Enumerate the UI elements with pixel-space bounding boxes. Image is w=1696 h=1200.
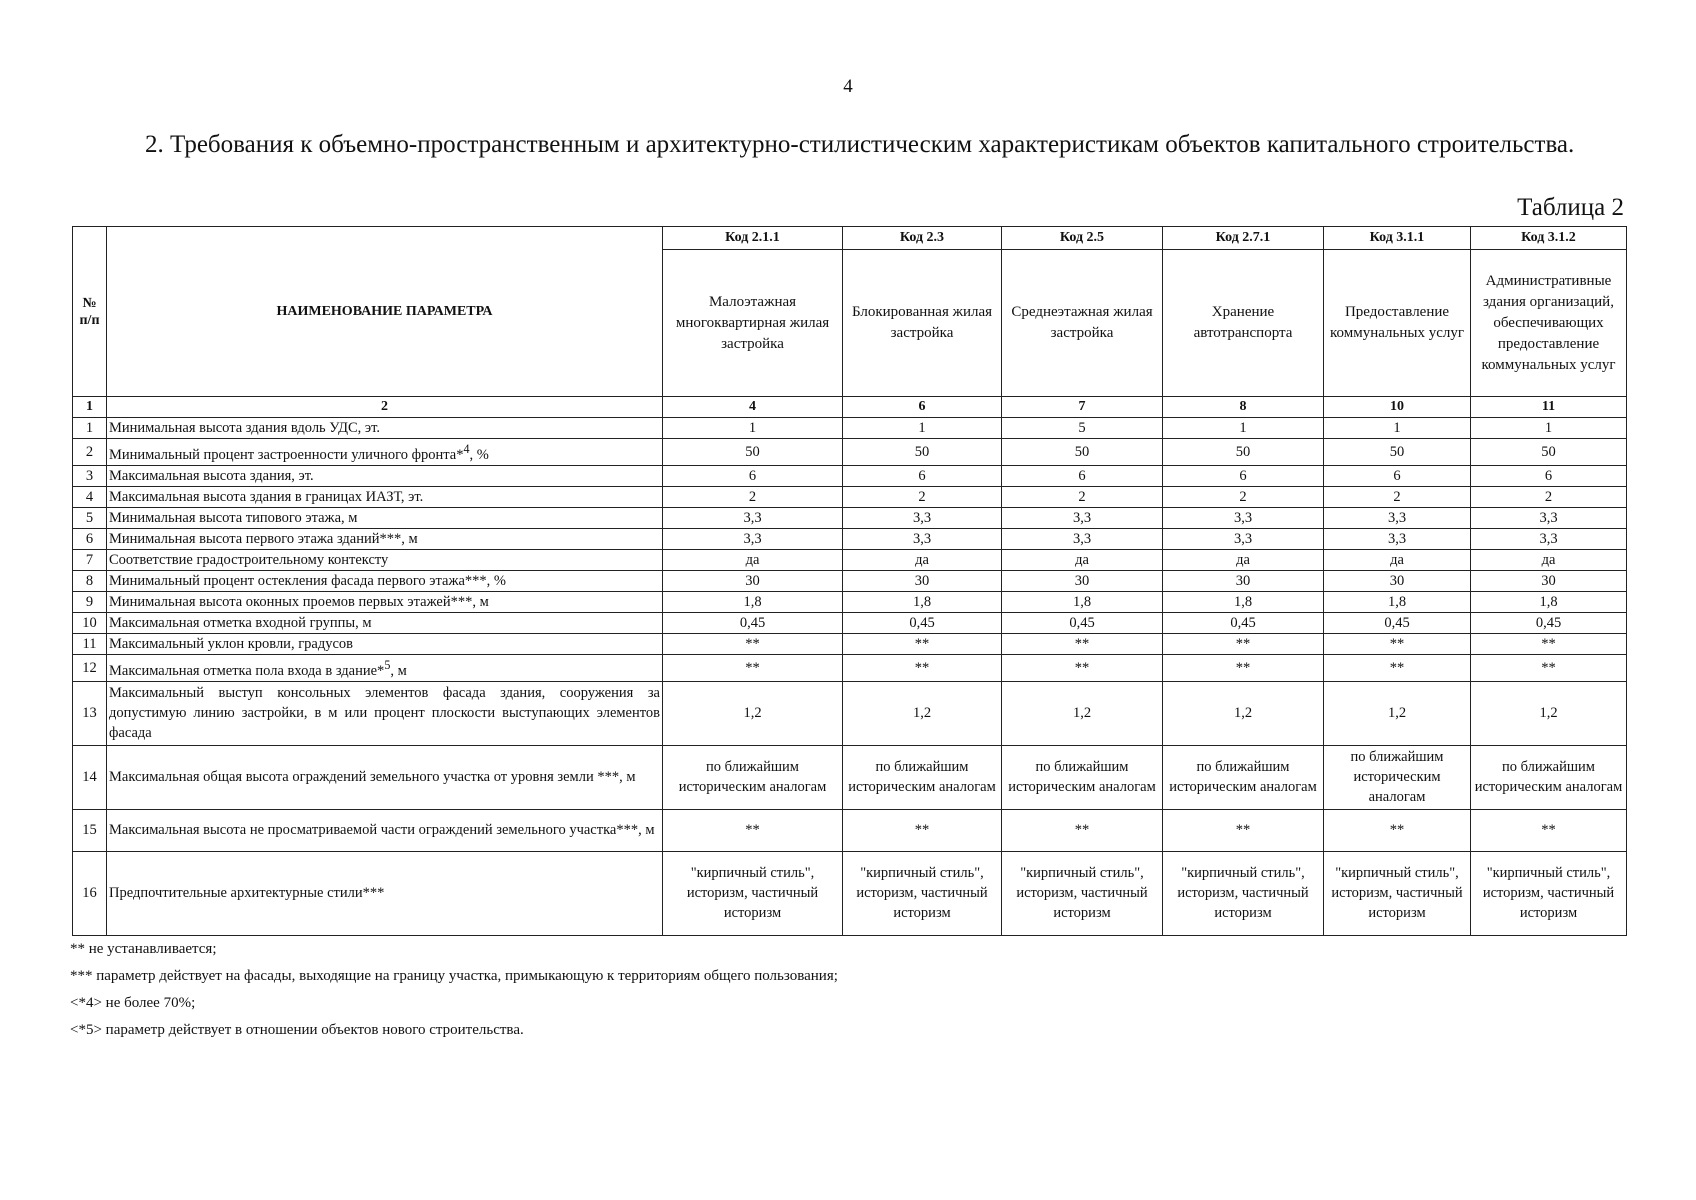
parameter-name — [107, 591, 663, 612]
parameter-value: 0,45 — [1002, 612, 1163, 633]
description-header: Блокированная жилая застройка — [843, 250, 1002, 397]
table-row — [73, 851, 1627, 935]
row-number: 10 — [73, 612, 107, 633]
parameter-name — [107, 809, 663, 851]
parameter-value: 1 — [663, 418, 843, 439]
parameter-value: "кирпичный стиль", историзм, частичный историзм — [1163, 851, 1324, 935]
parameter-value: ** — [1471, 809, 1627, 851]
parameter-value: 6 — [1002, 465, 1163, 486]
parameter-value: 1,2 — [663, 681, 843, 745]
footnote: ** не устанавливается; — [70, 941, 217, 957]
parameter-value: 1,8 — [1163, 591, 1324, 612]
parameter-value: 3,3 — [843, 507, 1002, 528]
parameter-value: "кирпичный стиль", историзм, частичный историзм — [1324, 851, 1471, 935]
parameter-value: ** — [843, 809, 1002, 851]
parameter-value: 0,45 — [663, 612, 843, 633]
parameter-value: 3,3 — [843, 528, 1002, 549]
parameter-value: 50 — [1002, 439, 1163, 466]
parameter-value: ** — [1324, 654, 1471, 681]
parameter-value: ** — [1324, 633, 1471, 654]
code-header: Код 2.3 — [843, 227, 1002, 250]
parameter-name — [107, 486, 663, 507]
page-number: 4 — [843, 76, 853, 97]
code-header: Код 2.1.1 — [663, 227, 843, 250]
parameter-name-text: Минимальный процент застроенности уличного фронта* — [109, 446, 464, 463]
row-number: 14 — [73, 745, 107, 809]
description-header: Среднеэтажная жилая застройка — [1002, 250, 1163, 397]
table-row — [73, 809, 1627, 851]
parameter-value: 1,8 — [1471, 591, 1627, 612]
parameter-name — [107, 528, 663, 549]
parameter-value: да — [1324, 549, 1471, 570]
parameter-value: 50 — [843, 439, 1002, 466]
table-row — [73, 549, 1627, 570]
column-number: 4 — [663, 397, 843, 418]
row-number: 11 — [73, 633, 107, 654]
parameter-value: да — [843, 549, 1002, 570]
parameter-value: 6 — [843, 465, 1002, 486]
parameter-value: 1,2 — [843, 681, 1002, 745]
parameter-value: 30 — [843, 570, 1002, 591]
parameter-value: ** — [1002, 633, 1163, 654]
table-row — [73, 570, 1627, 591]
column-number: 1 — [73, 397, 107, 418]
name-header: НАИМЕНОВАНИЕ ПАРАМЕТРА — [107, 227, 663, 397]
parameter-value: ** — [1163, 654, 1324, 681]
parameter-value: 50 — [1471, 439, 1627, 466]
parameter-value: 5 — [1002, 418, 1163, 439]
parameter-value: "кирпичный стиль", историзм, частичный историзм — [663, 851, 843, 935]
parameter-value: 1 — [1471, 418, 1627, 439]
parameter-value: 3,3 — [663, 528, 843, 549]
parameter-value: ** — [1002, 809, 1163, 851]
table-row — [73, 745, 1627, 809]
parameter-name-text: Минимальный процент остекления фасада первого этажа***, % — [109, 572, 507, 589]
parameter-value: 30 — [1471, 570, 1627, 591]
parameter-value: 6 — [1324, 465, 1471, 486]
column-number-row — [73, 397, 1627, 418]
parameter-value: "кирпичный стиль", историзм, частичный историзм — [843, 851, 1002, 935]
footnote: <*4> не более 70%; — [70, 995, 196, 1011]
row-number: 12 — [73, 654, 107, 681]
parameter-name-text: Предпочтительные архитектурные стили*** — [109, 885, 385, 902]
parameter-value: 1 — [1163, 418, 1324, 439]
parameter-name-text: Максимальный выступ консольных элементов фасада здания, сооружения за допустимую линию застройки, в м или процент плоскости выступающих элементов фасада — [109, 685, 660, 742]
parameter-value: 6 — [1471, 465, 1627, 486]
table-row — [73, 486, 1627, 507]
footnote: <*5> параметр действует в отношении объектов нового строительства. — [70, 1022, 524, 1038]
row-number: 1 — [73, 418, 107, 439]
parameter-value: 1,8 — [663, 591, 843, 612]
code-header: Код 2.5 — [1002, 227, 1163, 250]
parameter-name-text: Минимальная высота оконных проемов первых этажей***, м — [109, 593, 489, 610]
description-header: Хранение автотранспорта — [1163, 250, 1324, 397]
row-number: 9 — [73, 591, 107, 612]
parameter-value: 6 — [663, 465, 843, 486]
footnote-marker: 5 — [384, 657, 391, 672]
parameter-name-text: Максимальная высота не просматриваемой части ограждений земельного участка***, м — [109, 822, 655, 839]
parameter-value: ** — [843, 654, 1002, 681]
parameter-value: да — [1002, 549, 1163, 570]
parameter-value: по ближайшим историческим аналогам — [843, 745, 1002, 809]
parameter-value: 1,2 — [1002, 681, 1163, 745]
parameter-name — [107, 418, 663, 439]
parameter-value: ** — [1002, 654, 1163, 681]
parameter-value: 30 — [1002, 570, 1163, 591]
parameter-value: 50 — [1163, 439, 1324, 466]
parameter-value: ** — [1471, 633, 1627, 654]
footnote-marker: 4 — [463, 442, 470, 456]
parameter-value: 1,8 — [1002, 591, 1163, 612]
parameter-value: 1,8 — [843, 591, 1002, 612]
parameter-value: ** — [1471, 654, 1627, 681]
parameter-value: ** — [1324, 809, 1471, 851]
parameter-name-text: Максимальная высота здания, эт. — [109, 467, 314, 484]
parameter-value: 0,45 — [843, 612, 1002, 633]
table-body — [73, 418, 1627, 936]
parameter-value: 0,45 — [1324, 612, 1471, 633]
row-number: 4 — [73, 486, 107, 507]
parameter-value: 2 — [843, 486, 1002, 507]
parameter-value: 3,3 — [1471, 507, 1627, 528]
column-number: 10 — [1324, 397, 1471, 418]
parameter-value: 3,3 — [1002, 507, 1163, 528]
parameter-value: ** — [843, 633, 1002, 654]
parameter-name — [107, 570, 663, 591]
parameter-value: 50 — [663, 439, 843, 466]
row-number: 3 — [73, 465, 107, 486]
row-number: 15 — [73, 809, 107, 851]
parameter-name-text: Максимальная общая высота ограждений земельного участка от уровня земли ***, м — [109, 769, 636, 786]
parameter-name — [107, 612, 663, 633]
parameter-value: 30 — [1163, 570, 1324, 591]
parameter-value: 1,2 — [1471, 681, 1627, 745]
row-number: 16 — [73, 851, 107, 935]
parameter-value: 3,3 — [1471, 528, 1627, 549]
parameter-value: ** — [1163, 633, 1324, 654]
parameter-value: ** — [1163, 809, 1324, 851]
parameter-value: ** — [663, 654, 843, 681]
parameter-unit: , % — [469, 446, 489, 463]
parameter-value: 6 — [1163, 465, 1324, 486]
table-row — [73, 591, 1627, 612]
parameter-name — [107, 439, 663, 466]
footnotes — [70, 936, 838, 1044]
parameter-value: 1,2 — [1324, 681, 1471, 745]
description-header: Предоставление коммунальных услуг — [1324, 250, 1471, 397]
parameter-name — [107, 507, 663, 528]
parameter-value: по ближайшим историческим аналогам — [1471, 745, 1627, 809]
code-header: Код 2.7.1 — [1163, 227, 1324, 250]
parameter-value: 2 — [1002, 486, 1163, 507]
row-number: 5 — [73, 507, 107, 528]
parameter-name — [107, 851, 663, 935]
parameter-name — [107, 633, 663, 654]
parameter-value: по ближайшим историческим аналогам — [663, 745, 843, 809]
parameter-value: по ближайшим историческим аналогам — [1324, 745, 1471, 809]
parameter-value: 0,45 — [1163, 612, 1324, 633]
table-row — [73, 465, 1627, 486]
parameter-name — [107, 549, 663, 570]
section-heading: 2. Требования к объемно-пространственным и архитектурно-стилистическим характеристикам объектов капитального строительства. — [145, 131, 1575, 158]
parameter-value: по ближайшим историческим аналогам — [1163, 745, 1324, 809]
parameter-value: 3,3 — [1163, 507, 1324, 528]
parameter-value: 3,3 — [1324, 507, 1471, 528]
column-number: 8 — [1163, 397, 1324, 418]
parameter-value: 30 — [663, 570, 843, 591]
parameter-name-text: Минимальная высота типового этажа, м — [109, 509, 358, 526]
parameter-value: 3,3 — [1163, 528, 1324, 549]
parameter-name — [107, 745, 663, 809]
row-number: 8 — [73, 570, 107, 591]
row-number: 13 — [73, 681, 107, 745]
table-row — [73, 681, 1627, 745]
parameter-name-text: Минимальная высота первого этажа зданий***, м — [109, 530, 418, 547]
row-number: 7 — [73, 549, 107, 570]
parameter-value: по ближайшим историческим аналогам — [1002, 745, 1163, 809]
table-row — [73, 654, 1627, 681]
description-header: Административные здания организаций, обеспечивающих предоставление коммунальных услуг — [1471, 250, 1627, 397]
parameter-value: да — [1471, 549, 1627, 570]
parameter-value: 2 — [663, 486, 843, 507]
parameter-value: ** — [663, 809, 843, 851]
parameter-value: 2 — [1324, 486, 1471, 507]
parameter-value: 1 — [843, 418, 1002, 439]
parameter-name-text: Соответствие градостроительному контексту — [109, 551, 389, 568]
parameter-value: 0,45 — [1471, 612, 1627, 633]
parameter-value: да — [1163, 549, 1324, 570]
table-row — [73, 439, 1627, 466]
parameter-value: 3,3 — [1324, 528, 1471, 549]
parameter-name-text: Максимальный уклон кровли, градусов — [109, 635, 353, 652]
parameter-value: 1,8 — [1324, 591, 1471, 612]
parameter-name — [107, 654, 663, 681]
footnote: *** параметр действует на фасады, выходящие на границу участка, примыкающую к территориям общего пользования; — [70, 968, 838, 984]
parameter-value: 50 — [1324, 439, 1471, 466]
parameter-name-text: Максимальная высота здания в границах ИАЗТ, эт. — [109, 488, 424, 505]
parameter-name-text: Минимальная высота здания вдоль УДС, эт. — [109, 420, 381, 436]
column-number: 11 — [1471, 397, 1627, 418]
parameter-value: "кирпичный стиль", историзм, частичный историзм — [1471, 851, 1627, 935]
parameter-value: 3,3 — [1002, 528, 1163, 549]
row-number: 6 — [73, 528, 107, 549]
column-number: 2 — [107, 397, 663, 418]
column-number: 6 — [843, 397, 1002, 418]
table-row — [73, 612, 1627, 633]
parameter-name — [107, 681, 663, 745]
table-caption: Таблица 2 — [1517, 194, 1624, 221]
code-header-row — [73, 227, 1627, 250]
table-row — [73, 418, 1627, 439]
parameter-name — [107, 465, 663, 486]
table-row — [73, 507, 1627, 528]
parameter-value: ** — [663, 633, 843, 654]
parameter-name-text: Максимальная отметка пола входа в здание* — [109, 662, 385, 679]
parameter-value: 2 — [1163, 486, 1324, 507]
parameter-value: да — [663, 549, 843, 570]
column-number: 7 — [1002, 397, 1163, 418]
parameter-value: "кирпичный стиль", историзм, частичный историзм — [1002, 851, 1163, 935]
num-header: № п/п — [73, 227, 107, 397]
parameters-table — [72, 226, 1627, 936]
parameter-value: 30 — [1324, 570, 1471, 591]
parameter-value: 3,3 — [663, 507, 843, 528]
table-row — [73, 528, 1627, 549]
parameter-unit: , м — [390, 662, 407, 679]
parameter-value: 1 — [1324, 418, 1471, 439]
description-header: Малоэтажная многоквартирная жилая застройка — [663, 250, 843, 397]
parameter-name-text: Максимальная отметка входной группы, м — [109, 614, 372, 631]
table-row — [73, 633, 1627, 654]
parameter-value: 1,2 — [1163, 681, 1324, 745]
row-number: 2 — [73, 439, 107, 466]
code-header: Код 3.1.2 — [1471, 227, 1627, 250]
code-header: Код 3.1.1 — [1324, 227, 1471, 250]
parameter-value: 2 — [1471, 486, 1627, 507]
